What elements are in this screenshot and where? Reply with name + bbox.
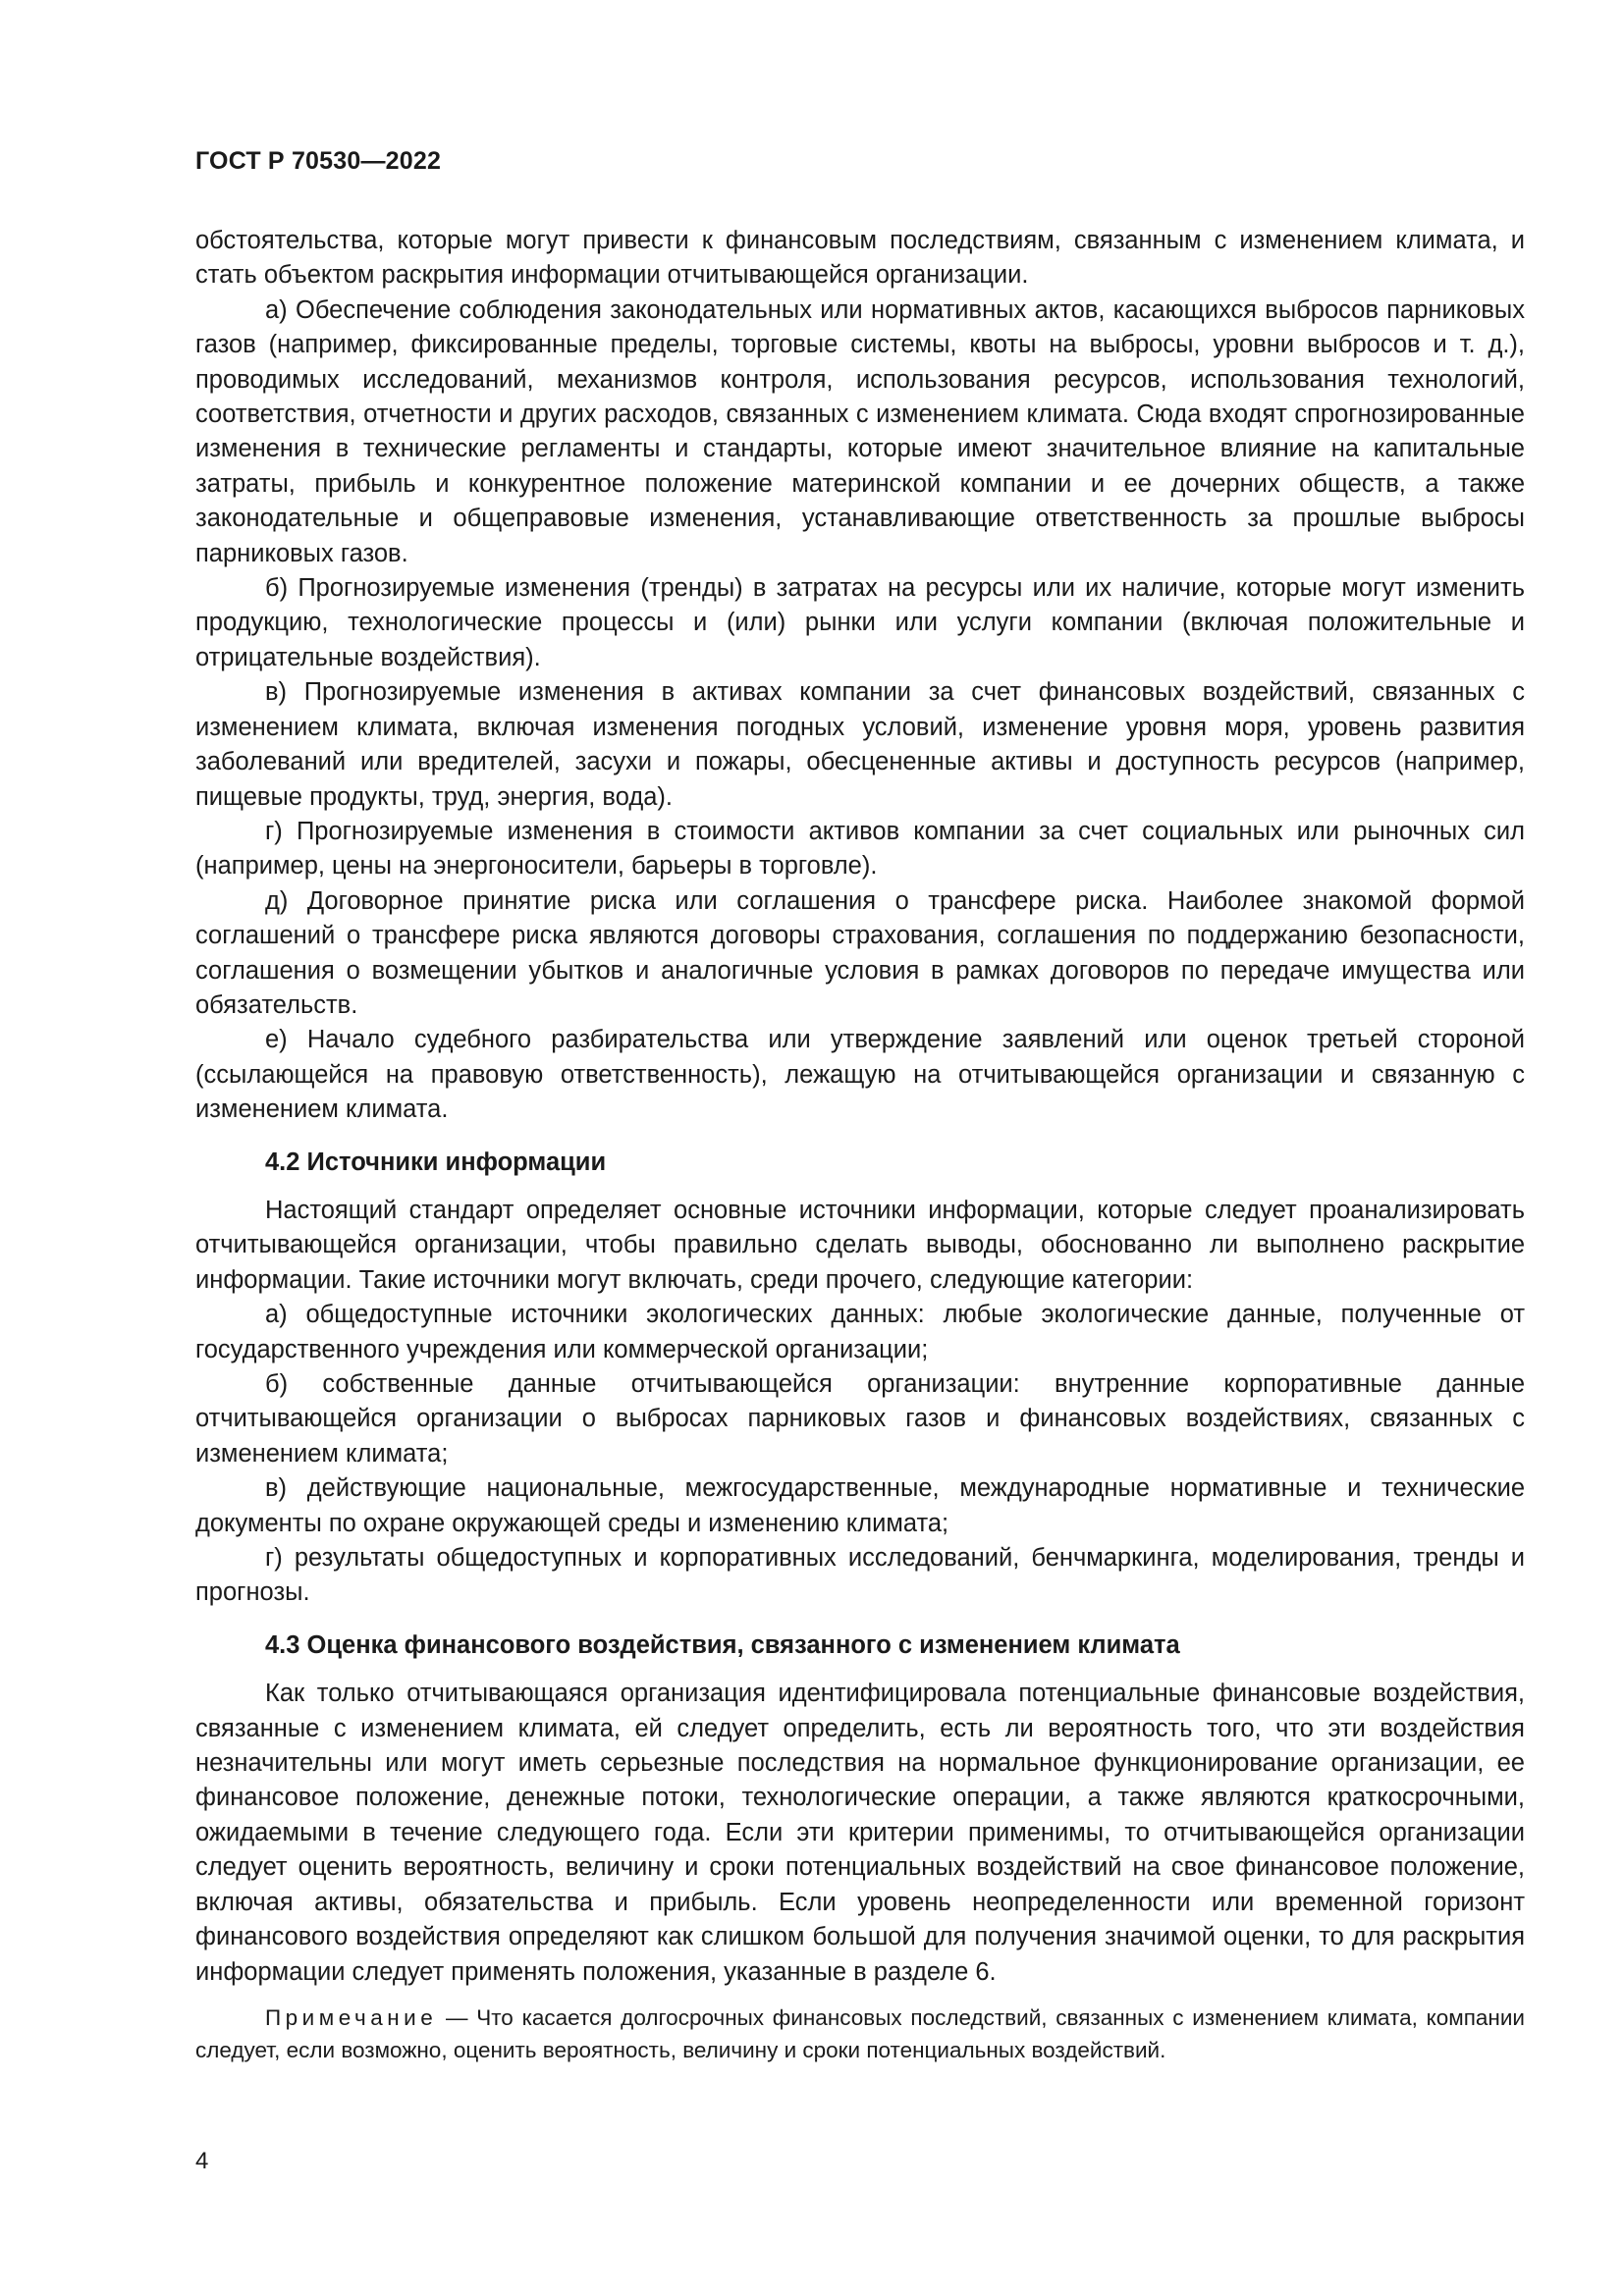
section-heading-4-3: 4.3 Оценка финансового воздействия, связанного с изменением климата	[265, 1630, 1180, 1659]
list-item-b: б) Прогнозируемые изменения (тренды) в затратах на ресурсы или их наличие, которые могут изменить продукцию, технологические процессы и (или) рынки или услуги компании (включая положительные и отрицательные воздействия).	[195, 574, 1525, 671]
list-item-g: г) Прогнозируемые изменения в стоимости активов компании за счет социальных или рыночных сил (например, цены на энергоносители, барьеры в торговле).	[195, 817, 1525, 881]
note-paragraph	[195, 2002, 1525, 2066]
source-item-g: г) результаты общедоступных и корпоративных исследований, бенчмаркинга, моделирования, тренды и прогнозы.	[195, 1544, 1525, 1607]
list-item-e: е) Начало судебного разбирательства или утверждение заявлений или оценок третьей стороной (ссылающейся на правовую ответственность), лежащую на отчитывающейся организации и связанную с изменением климата.	[195, 1026, 1525, 1124]
section-4-2-intro: Настоящий стандарт определяет основные источники информации, которые следует проанализировать отчитывающейся организации, чтобы правильно сделать выводы, обоснованно ли выполнено раскрытие информации. Такие источники могут включать, среди прочего, следующие категории:	[195, 1196, 1525, 1294]
source-item-v: в) действующие национальные, межгосударственные, международные нормативные и технические документы по охране окружающей среды и изменению климата;	[195, 1474, 1525, 1537]
section-4-3-paragraph: Как только отчитывающаяся организация идентифицировала потенциальные финансовые воздействия, связанные с изменением климата, ей следует определить, есть ли вероятность того, что эти воздействия незначительны или могут иметь серьезные последствия на нормальное функционирование организации, ее финансовое положение, денежные потоки, технологические операции, а также являются краткосрочными, ожидаемыми в течение следующего года. Если эти критерии применимы, то отчитывающейся организации следует оценить вероятность, величину и сроки потенциальных воздействий на свое финансовое положение, включая активы, обязательства и прибыль. Если уровень неопределенности или временной горизонт финансового воздействия определяют как слишком большой для получения значимой оценки, то для раскрытия информации следует применять положения, указанные в разделе 6.	[195, 1680, 1525, 1986]
note-text: — Что касается долгосрочных финансовых последствий, связанных с изменением климата, компании следует, если возможно, оценить вероятность, величину и сроки потенциальных воздействий.	[195, 2004, 1525, 2062]
document-code: ГОСТ Р 70530—2022	[195, 147, 442, 175]
page-number: 4	[195, 2148, 209, 2174]
list-item-d: д) Договорное принятие риска или соглашения о трансфере риска. Наиболее знакомой формой соглашений о трансфере риска являются договоры страхования, соглашения по поддержанию безопасности, соглашения о возмещении убытков и аналогичные условия в рамках договоров по передаче имущества или обязательств.	[195, 886, 1525, 1019]
paragraph-continuation: обстоятельства, которые могут привести к финансовым последствиям, связанным с изменением климата, и стать объектом раскрытия информации отчитывающейся организации.	[195, 227, 1525, 290]
source-item-b: б) собственные данные отчитывающейся организации: внутренние корпоративные данные отчитывающейся организации о выбросах парниковых газов и финансовых воздействиях, связанных с изменением климата;	[195, 1370, 1525, 1468]
section-heading-4-2: 4.2 Источники информации	[265, 1148, 607, 1176]
document-body	[195, 224, 1525, 2066]
source-item-a: а) общедоступные источники экологических данных: любые экологические данные, полученные от государственного учреждения или коммерческой организации;	[195, 1301, 1525, 1363]
note-label: Примечание	[265, 2004, 438, 2030]
list-item-a: а) Обеспечение соблюдения законодательных или нормативных актов, касающихся выбросов парниковых газов (например, фиксированные пределы, торговые системы, квоты на выбросы, уровни выбросов и т. д.), проводимых исследований, механизмов контроля, использования ресурсов, использования технологий, соответствия, отчетности и других расходов, связанных с изменением климата. Сюда входят спрогнозированные изменения в технические регламенты и стандарты, которые имеют значительное влияние на капитальные затраты, прибыль и конкурентное положение материнской компании и ее дочерних обществ, а также законодательные и общеправовые изменения, устанавливающие ответственность за прошлые выбросы парниковых газов.	[195, 295, 1525, 567]
list-item-v: в) Прогнозируемые изменения в активах компании за счет финансовых воздействий, связанных с изменением климата, включая изменения погодных условий, изменение уровня моря, уровень развития заболеваний или вредителей, засухи и пожары, обесцененные активы и доступность ресурсов (например, пищевые продукты, труд, энергия, вода).	[195, 678, 1525, 811]
